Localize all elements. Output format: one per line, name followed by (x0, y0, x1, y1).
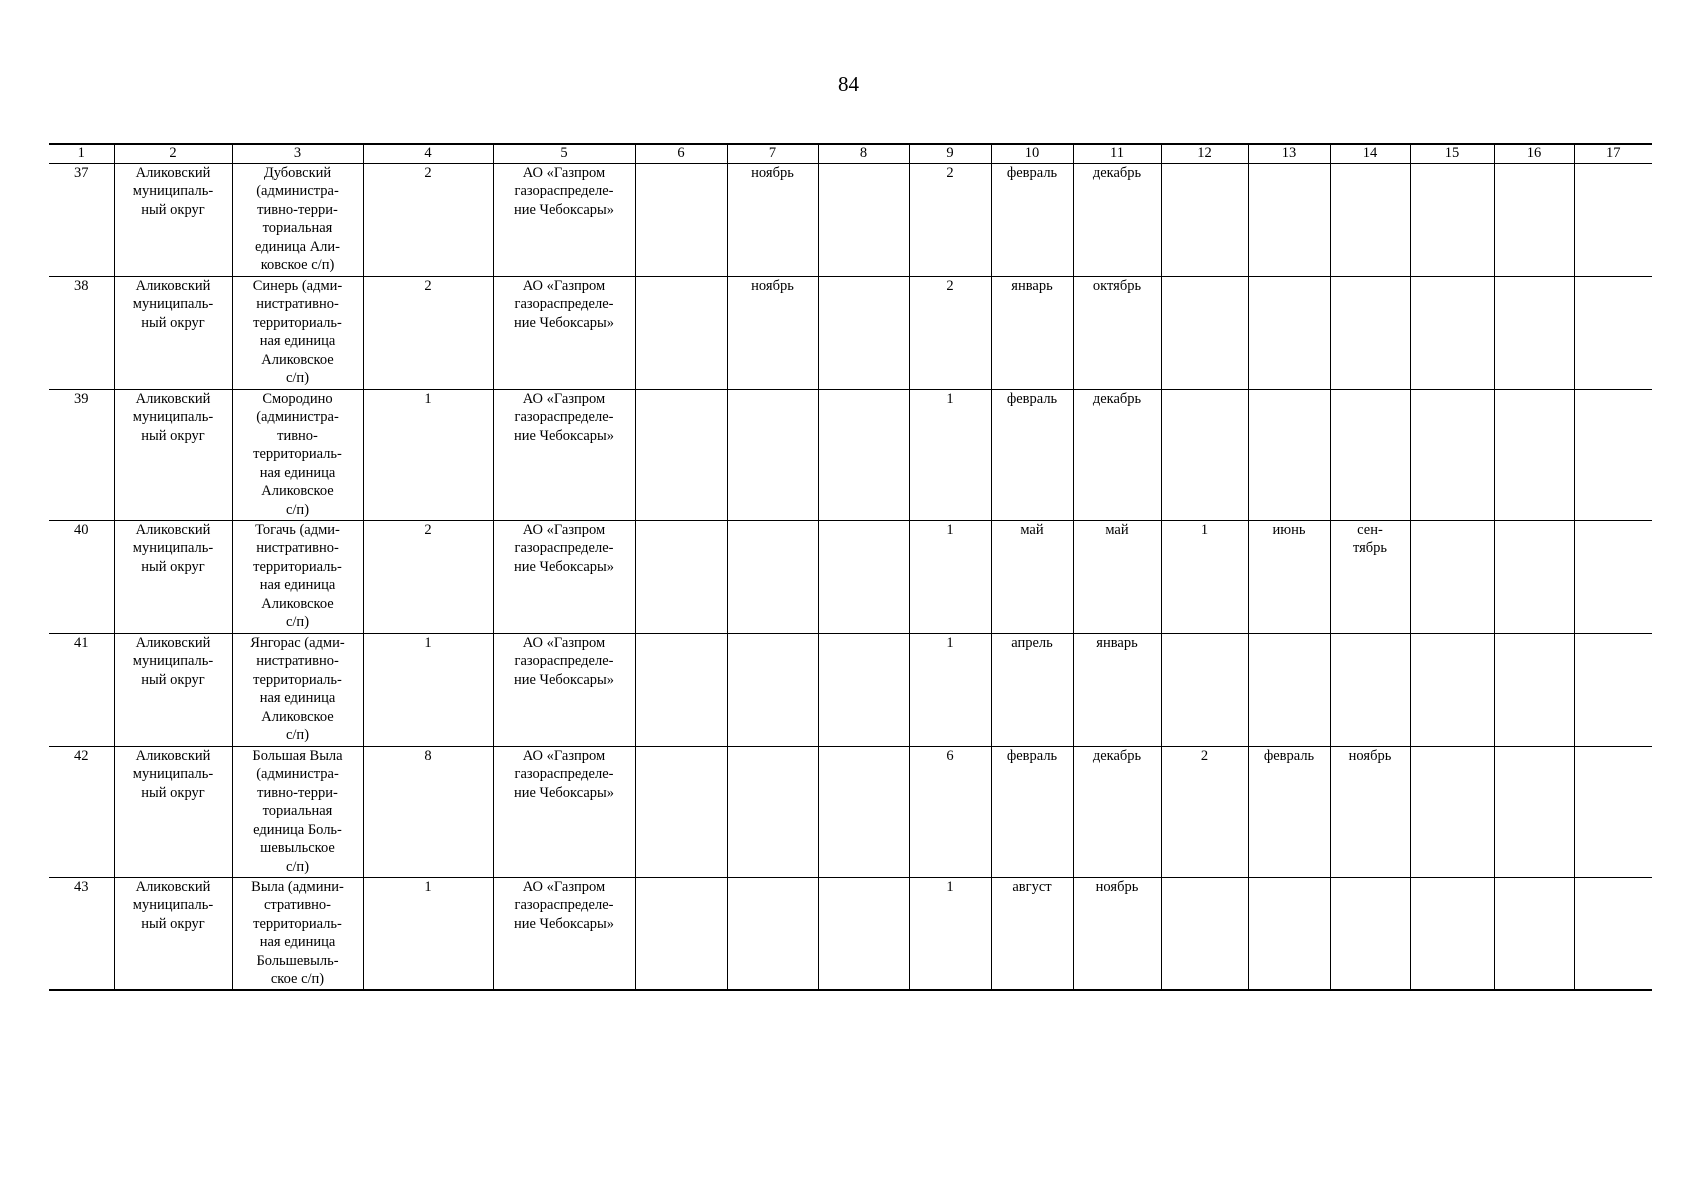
cell-text: ноябрь (751, 164, 794, 181)
table-cell (1248, 163, 1330, 276)
table-cell (818, 389, 909, 520)
cell-text: 38 (74, 277, 89, 294)
table-cell (991, 389, 1073, 520)
table-cell (493, 163, 635, 276)
cell-text: 42 (74, 747, 89, 764)
table-cell (1574, 276, 1652, 389)
table-cell (232, 389, 363, 520)
table-cell (363, 877, 493, 990)
table-cell (49, 633, 114, 746)
table-cell (1410, 163, 1494, 276)
table-cell (1494, 163, 1574, 276)
column-header: 6 (635, 144, 727, 163)
table-cell (114, 389, 232, 520)
table-cell (991, 633, 1073, 746)
cell-text: 1 (946, 521, 954, 538)
table-cell (991, 877, 1073, 990)
column-header: 12 (1161, 144, 1248, 163)
table-cell (363, 633, 493, 746)
table-cell (114, 633, 232, 746)
table-cell (1330, 877, 1410, 990)
column-header: 15 (1410, 144, 1494, 163)
table-cell (1410, 633, 1494, 746)
table-cell (1410, 877, 1494, 990)
cell-text: 1 (946, 390, 954, 407)
table-cell (493, 520, 635, 633)
page-number: 84 (838, 72, 859, 96)
cell-text: 43 (74, 878, 89, 895)
table-cell (1330, 389, 1410, 520)
cell-text: Аликовский муниципаль- ный округ (132, 521, 214, 575)
table-cell (1330, 633, 1410, 746)
column-header: 13 (1248, 144, 1330, 163)
table-cell (363, 389, 493, 520)
table-cell (363, 746, 493, 877)
table-cell (1574, 520, 1652, 633)
column-header: 16 (1494, 144, 1574, 163)
cell-text: апрель (1011, 634, 1053, 651)
cell-text: 2 (424, 521, 432, 538)
cell-text: Дубовский (администра- тивно-терри- ториальная единица Али- ковское с/п) (254, 164, 341, 273)
table-cell (1073, 163, 1161, 276)
table-cell (909, 276, 991, 389)
table-cell (49, 877, 114, 990)
cell-text: 6 (946, 747, 954, 764)
table-cell (991, 520, 1073, 633)
column-header: 5 (493, 144, 635, 163)
column-header: 4 (363, 144, 493, 163)
table-cell (1574, 877, 1652, 990)
cell-text: 2 (1200, 747, 1209, 764)
table-cell (232, 877, 363, 990)
cell-text: 37 (74, 164, 89, 181)
cell-text: октябрь (1092, 277, 1142, 294)
table-cell (1073, 520, 1161, 633)
table-cell (363, 276, 493, 389)
column-header: 9 (909, 144, 991, 163)
table-cell (232, 520, 363, 633)
cell-text: 1 (1200, 521, 1209, 538)
table-cell (909, 389, 991, 520)
table-row (49, 633, 1652, 746)
table-cell (1073, 389, 1161, 520)
table-cell (1161, 276, 1248, 389)
column-header: 3 (232, 144, 363, 163)
table-cell (232, 746, 363, 877)
table-cell (1330, 163, 1410, 276)
column-header: 11 (1073, 144, 1161, 163)
cell-text: декабрь (1092, 164, 1142, 181)
cell-text: 1 (424, 878, 432, 895)
table-cell (1073, 633, 1161, 746)
table-cell (1161, 520, 1248, 633)
cell-text: Аликовский муниципаль- ный округ (132, 277, 214, 331)
table-cell (1161, 163, 1248, 276)
table-cell (635, 746, 727, 877)
table-cell (727, 276, 818, 389)
table-cell (49, 389, 114, 520)
table-cell (1574, 163, 1652, 276)
table-cell (1248, 746, 1330, 877)
table-cell (232, 276, 363, 389)
table-cell (1073, 746, 1161, 877)
cell-text: февраль (1263, 747, 1315, 764)
table-cell (635, 877, 727, 990)
table-cell (1574, 746, 1652, 877)
cell-text: АО «Газпром газораспределе- ние Чебоксары» (513, 747, 615, 801)
cell-text: февраль (1006, 164, 1058, 181)
table-cell (1073, 276, 1161, 389)
cell-text: АО «Газпром газораспределе- ние Чебоксары» (513, 164, 615, 218)
table-cell (727, 746, 818, 877)
cell-text: сен- тябрь (1352, 521, 1388, 556)
cell-text: май (1020, 521, 1044, 538)
table-cell (635, 389, 727, 520)
table-cell (49, 746, 114, 877)
table-row (49, 877, 1652, 990)
table-cell (49, 163, 114, 276)
table-cell (1330, 276, 1410, 389)
cell-text: 1 (946, 634, 954, 651)
table-cell (493, 633, 635, 746)
table-cell (727, 877, 818, 990)
cell-text: Синерь (адми- нистративно- территориаль- ная единица Аликовское с/п) (252, 277, 343, 386)
table-cell (1248, 389, 1330, 520)
header-row (49, 144, 1652, 163)
cell-text: Выла (админи- стративно- территориаль- ная единица Большевыль- ское с/п) (251, 878, 344, 987)
table-cell (1494, 389, 1574, 520)
cell-text: Аликовский муниципаль- ный округ (132, 164, 214, 218)
table-cell (114, 276, 232, 389)
cell-text: Аликовский муниципаль- ный округ (132, 878, 214, 932)
table-row (49, 746, 1652, 877)
table-cell (909, 877, 991, 990)
cell-text: Аликовский муниципаль- ный округ (132, 634, 214, 688)
cell-text: декабрь (1092, 747, 1142, 764)
table-cell (493, 746, 635, 877)
table-cell (727, 163, 818, 276)
table-cell (232, 163, 363, 276)
column-header: 1 (49, 144, 114, 163)
table-cell (818, 746, 909, 877)
table-cell (727, 520, 818, 633)
table-cell (991, 163, 1073, 276)
table-cell (1410, 520, 1494, 633)
cell-text: АО «Газпром газораспределе- ние Чебоксары» (513, 521, 615, 575)
cell-text: 1 (946, 878, 954, 895)
table-cell (635, 520, 727, 633)
table-cell (991, 276, 1073, 389)
table-cell (727, 389, 818, 520)
table-cell (818, 633, 909, 746)
cell-text: 2 (946, 277, 954, 294)
table-cell (1574, 389, 1652, 520)
table-cell (818, 276, 909, 389)
table-cell (1248, 520, 1330, 633)
table-row (49, 163, 1652, 276)
table-cell (114, 877, 232, 990)
table-cell (493, 877, 635, 990)
cell-text: 2 (424, 277, 432, 294)
table-cell (1161, 633, 1248, 746)
cell-text: АО «Газпром газораспределе- ние Чебоксары» (513, 878, 615, 932)
table-cell (1330, 746, 1410, 877)
cell-text: июнь (1272, 521, 1306, 538)
table-cell (635, 276, 727, 389)
table-cell (363, 520, 493, 633)
cell-text: ноябрь (1348, 747, 1392, 764)
table-cell (818, 163, 909, 276)
cell-text: АО «Газпром газораспределе- ние Чебоксары» (513, 390, 615, 444)
cell-text: декабрь (1092, 390, 1142, 407)
schedule-table (49, 143, 1652, 991)
table-cell (1330, 520, 1410, 633)
column-header: 7 (727, 144, 818, 163)
table-cell (909, 163, 991, 276)
column-header: 8 (818, 144, 909, 163)
table-row (49, 276, 1652, 389)
cell-text: февраль (1006, 390, 1058, 407)
cell-text: 1 (424, 390, 432, 407)
cell-text: 40 (74, 521, 89, 538)
table-cell (1248, 633, 1330, 746)
table-cell (1161, 746, 1248, 877)
table-cell (909, 746, 991, 877)
table-cell (818, 520, 909, 633)
cell-text: февраль (1006, 747, 1058, 764)
table-cell (1161, 389, 1248, 520)
table-cell (1494, 746, 1574, 877)
table-cell (1494, 520, 1574, 633)
column-header: 17 (1574, 144, 1652, 163)
table-cell (1574, 633, 1652, 746)
cell-text: АО «Газпром газораспределе- ние Чебоксары» (513, 634, 615, 688)
table-cell (727, 633, 818, 746)
table-cell (1248, 276, 1330, 389)
table-cell (49, 276, 114, 389)
column-header: 14 (1330, 144, 1410, 163)
cell-text: август (1012, 878, 1052, 895)
cell-text: Большая Выла (администра- тивно-терри- ториальная единица Боль- шевыльское с/п) (252, 747, 343, 875)
table-cell (818, 877, 909, 990)
table-body (49, 163, 1652, 990)
table-row (49, 520, 1652, 633)
cell-text: Аликовский муниципаль- ный округ (132, 390, 214, 444)
cell-text: Янгорас (адми- нистративно- территориаль- ная единица Аликовское с/п) (250, 634, 345, 743)
cell-text: АО «Газпром газораспределе- ние Чебоксары» (513, 277, 615, 331)
table-cell (1410, 746, 1494, 877)
table-cell (991, 746, 1073, 877)
table-cell (493, 276, 635, 389)
table-cell (635, 163, 727, 276)
table-cell (1073, 877, 1161, 990)
cell-text: ноябрь (751, 277, 794, 294)
table-cell (635, 633, 727, 746)
table-cell (493, 389, 635, 520)
cell-text: 1 (424, 634, 432, 651)
table-cell (1161, 877, 1248, 990)
table-cell (363, 163, 493, 276)
table-cell (909, 520, 991, 633)
cell-text: Смородино (администра- тивно- территориаль- ная единица Аликовское с/п) (253, 390, 342, 518)
table-cell (49, 520, 114, 633)
table-cell (1410, 276, 1494, 389)
table-cell (114, 520, 232, 633)
cell-text: январь (1096, 634, 1138, 651)
cell-text: 39 (74, 390, 89, 407)
cell-text: Аликовский муниципаль- ный округ (132, 747, 214, 801)
table-cell (909, 633, 991, 746)
cell-text: 41 (74, 634, 89, 651)
cell-text: ноябрь (1095, 878, 1139, 895)
table-cell (1494, 633, 1574, 746)
table-cell (114, 163, 232, 276)
cell-text: январь (1011, 277, 1053, 294)
cell-text: Тогачь (адми- нистративно- территориаль- ная единица Аликовское с/п) (253, 521, 342, 630)
cell-text: 8 (424, 747, 432, 764)
table-cell (1494, 877, 1574, 990)
table-cell (232, 633, 363, 746)
table-cell (1410, 389, 1494, 520)
cell-text: 2 (946, 164, 954, 181)
table-header (49, 144, 1652, 163)
column-header: 2 (114, 144, 232, 163)
table-cell (114, 746, 232, 877)
cell-text: 2 (424, 164, 432, 181)
column-header: 10 (991, 144, 1073, 163)
table-cell (1248, 877, 1330, 990)
cell-text: май (1105, 521, 1129, 538)
table-cell (1494, 276, 1574, 389)
table-row (49, 389, 1652, 520)
